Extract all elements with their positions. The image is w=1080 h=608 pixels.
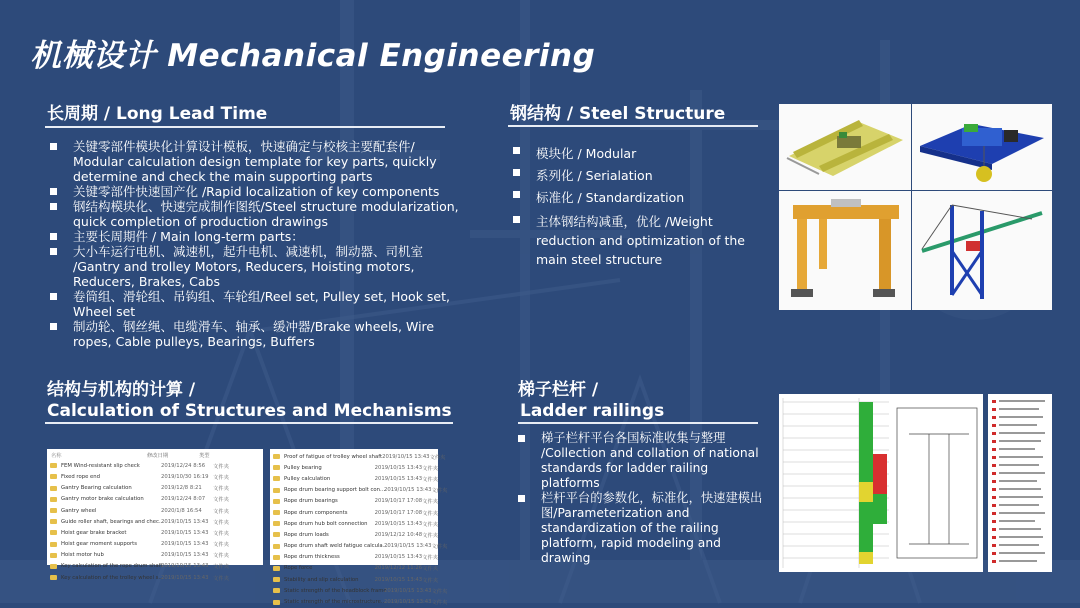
file-name: Key calculation of the trolley wheel s... xyxy=(61,574,164,581)
file-name: Guide roller shaft, bearings and chec... xyxy=(61,518,165,525)
file-row[interactable] xyxy=(270,563,438,574)
file-date: 2019/12/12 10:48 xyxy=(374,531,423,538)
file-type: 文件夹 xyxy=(422,499,438,506)
file-type: 文件夹 xyxy=(213,564,229,571)
folder-icon xyxy=(273,555,280,560)
file-type: 文件夹 xyxy=(213,553,229,560)
file-name: Gantry Bearing calculation xyxy=(61,485,132,492)
file-name: Fixed rope end xyxy=(61,473,100,480)
file-name: Hoist gear moment supports xyxy=(61,541,137,548)
long-lead-item: 主要长周期件 / Main long-term parts： xyxy=(47,229,467,244)
file-name: Rope drum components xyxy=(284,509,348,516)
overhead-crane-image xyxy=(912,104,1052,190)
calc-heading-line2: Calculation of Structures and Mechanisms xyxy=(47,401,452,421)
file-name: Pulley calculation xyxy=(284,475,331,482)
steel-list xyxy=(510,143,750,269)
file-row[interactable] xyxy=(47,505,263,516)
file-name: Static strength of the headblock frame xyxy=(284,587,387,594)
file-row[interactable] xyxy=(47,572,263,583)
calc-heading-line1: 结构与机构的计算 / xyxy=(47,380,196,400)
page-title: 机械设计 Mechanical Engineering xyxy=(30,38,596,74)
folder-icon xyxy=(273,532,280,537)
ladder-item: 栏杆平台的参数化，标准化，快速建模出图/Parameterization and standardization of the railing platform, rapid modeling and drawing xyxy=(515,491,765,566)
steel-item: 模块化 / Modular xyxy=(510,143,750,165)
file-row[interactable] xyxy=(47,550,263,561)
file-date: 2019/10/15 13:43 xyxy=(374,520,423,527)
file-date: 2019/12/24 8:56 xyxy=(161,462,206,469)
file-row[interactable] xyxy=(47,527,263,538)
file-name: Rope drum loads xyxy=(284,531,329,538)
file-row[interactable] xyxy=(270,585,448,596)
long-lead-item: 大小车运行电机、减速机，起升电机、减速机，制动器、司机室 /Gantry and trolley Motors, Reducers, Hoisting motors, Reducers, Brakes, Cabs xyxy=(47,244,467,289)
ladder-heading-line1: 梯子栏杆 / xyxy=(518,380,599,400)
file-type: 文件夹 xyxy=(422,577,438,584)
long-lead-list xyxy=(47,139,467,349)
folder-icon xyxy=(50,497,57,502)
folder-icon xyxy=(273,454,280,459)
file-type: 文件夹 xyxy=(422,555,438,562)
file-type: 文件夹 xyxy=(429,454,446,461)
folder-icon xyxy=(273,577,280,582)
file-row[interactable] xyxy=(270,485,448,496)
steel-item: 系列化 / Serialation xyxy=(510,165,750,187)
folder-icon xyxy=(273,544,280,549)
steel-heading: 钢结构 / Steel Structure xyxy=(510,104,726,124)
steel-divider xyxy=(508,125,758,127)
file-date: 2019/10/30 16:19 xyxy=(161,473,209,480)
folder-icon xyxy=(273,476,280,481)
file-date: 2019/10/15 13:43 xyxy=(382,453,430,460)
file-date: 2019/10/15 13:43 xyxy=(161,541,209,548)
folder-icon xyxy=(273,465,280,470)
file-type: 文件夹 xyxy=(422,521,438,528)
file-row[interactable] xyxy=(47,460,263,471)
file-name: Gantry motor brake calculation xyxy=(61,496,144,503)
steel-item: 标准化 / Standardization xyxy=(510,187,750,209)
ladder-item: 梯子栏杆平台各国标准收集与整理 /Collection and collation of national standards for ladder railing platforms xyxy=(515,431,765,491)
file-name: FEM Wind-resistant slip check xyxy=(61,462,140,469)
file-name: Rope force xyxy=(284,565,313,572)
ladder-divider xyxy=(518,422,758,424)
calc-file-list-right xyxy=(270,449,448,607)
file-date: 2019/12/24 8:07 xyxy=(161,496,206,503)
folder-icon xyxy=(50,474,57,479)
folder-icon xyxy=(50,553,57,558)
file-name: Static strength of the microstructure... xyxy=(284,599,386,606)
file-row[interactable] xyxy=(47,471,263,482)
file-row[interactable] xyxy=(47,483,263,494)
ladder-list xyxy=(515,431,765,566)
long-lead-divider xyxy=(45,126,445,128)
file-name: Rope drum thickness xyxy=(284,554,340,561)
folder-icon xyxy=(50,575,57,580)
file-row[interactable] xyxy=(47,494,263,505)
file-row[interactable] xyxy=(270,529,438,540)
file-date: 2019/10/17 17:08 xyxy=(374,509,423,516)
folder-icon xyxy=(50,519,57,524)
folder-icon xyxy=(50,463,57,468)
file-type: 文件夹 xyxy=(422,465,438,472)
ladder-heading-line2: Ladder railings xyxy=(520,401,665,421)
file-type: 文件夹 xyxy=(431,588,448,595)
file-date: 2019/10/15 13:43 xyxy=(161,518,209,525)
file-date: 2019/10/15 13:43 xyxy=(374,464,423,471)
column-header-name: 名称 xyxy=(51,452,62,459)
file-date: 2019/10/17 17:08 xyxy=(374,498,423,505)
file-name: Stability and slip calculation xyxy=(284,576,359,583)
file-name: Key calculation of the rope drum shaft xyxy=(61,563,163,570)
file-type: 文件夹 xyxy=(422,566,438,573)
file-name: Hoist motor hub xyxy=(61,552,104,559)
file-type: 文件夹 xyxy=(422,476,438,483)
long-lead-heading: 长周期 / Long Lead Time xyxy=(47,104,268,124)
file-type: 文件夹 xyxy=(213,486,229,493)
file-row[interactable] xyxy=(270,451,446,462)
file-name: Rope drum shaft weld fatigue calcula... xyxy=(284,543,388,550)
column-header-date: 修改日期 xyxy=(147,452,169,459)
file-row[interactable] xyxy=(47,539,263,550)
bridge-crane-image xyxy=(779,104,911,190)
file-row[interactable] xyxy=(47,561,263,572)
file-date: 2019/10/15 13:43 xyxy=(384,587,432,594)
railing-standards-sheet-image xyxy=(988,394,1052,572)
file-type: 文件夹 xyxy=(213,497,229,504)
file-name: Rope drum bearing support bolt con... xyxy=(284,487,386,494)
file-type: 文件夹 xyxy=(213,463,229,470)
ship-to-shore-crane-image xyxy=(912,191,1052,310)
steel-item: 主体钢结构减重，优化 /Weight reduction and optimization of the main steel structure xyxy=(510,212,750,269)
folder-icon xyxy=(273,499,280,504)
file-type: 文件夹 xyxy=(213,519,229,526)
file-date: 2019/10/15 13:43 xyxy=(374,475,423,482)
file-date: 2019/10/15 13:43 xyxy=(384,543,432,550)
long-lead-item: 关键零部件快速国产化 /Rapid localization of key components xyxy=(47,184,467,199)
calc-divider xyxy=(45,422,453,424)
file-date: 2019/10/15 13:43 xyxy=(374,576,423,583)
file-type: 文件夹 xyxy=(213,474,229,481)
file-type: 文件夹 xyxy=(213,575,229,582)
file-row[interactable] xyxy=(270,496,438,507)
file-type: 文件夹 xyxy=(422,510,438,517)
file-date: 2019/10/15 13:43 xyxy=(161,574,209,581)
file-name: Rope drum bearings xyxy=(284,498,338,505)
railing-parameter-sheet-image xyxy=(779,394,983,572)
file-row[interactable] xyxy=(270,541,448,552)
file-date: 2019/12/8 8:21 xyxy=(161,485,202,492)
long-lead-item: 制动轮、钢丝绳、电缆滑车、轴承、缓冲器/Brake wheels, Wire ropes, Cable pulleys, Bearings, Buffers xyxy=(47,319,467,349)
folder-icon xyxy=(273,521,280,526)
file-row[interactable] xyxy=(270,507,438,518)
file-type: 文件夹 xyxy=(422,532,438,539)
file-date: 2020/1/8 16:54 xyxy=(161,507,202,514)
file-name: Pulley bearing xyxy=(284,464,322,471)
file-name: Proof of fatigue of trolley wheel shaft xyxy=(284,453,383,460)
file-row[interactable] xyxy=(270,518,438,529)
folder-icon xyxy=(273,588,280,593)
file-row[interactable] xyxy=(270,462,438,473)
file-row[interactable] xyxy=(47,516,263,527)
long-lead-item: 卷筒组、滑轮组、吊钩组、车轮组/Reel set, Pulley set, Hook set, Wheel set xyxy=(47,289,467,319)
file-date: 2019/10/15 13:43 xyxy=(161,552,209,559)
file-date: 2019/10/15 13:43 xyxy=(384,599,432,606)
folder-icon xyxy=(50,564,57,569)
file-date: 2019/10/15 13:43 xyxy=(384,487,432,494)
folder-icon xyxy=(50,530,57,535)
file-row[interactable] xyxy=(270,552,438,563)
file-type: 文件夹 xyxy=(431,488,448,495)
file-type: 文件夹 xyxy=(213,508,229,515)
file-date: 2019/10/15 13:43 xyxy=(374,554,423,561)
calc-file-list-left xyxy=(47,449,263,582)
file-date: 2019/10/15 13:43 xyxy=(161,529,209,536)
file-type: 文件夹 xyxy=(213,542,229,549)
long-lead-item: 钢结构模块化、快速完成制作图纸/Steel structure modularization, quick completion of production drawings xyxy=(47,199,467,229)
file-date: 2019/10/15 13:43 xyxy=(161,563,209,570)
folder-icon xyxy=(50,542,57,547)
file-row[interactable] xyxy=(270,473,438,484)
file-name: Gantry wheel xyxy=(61,507,97,514)
file-row[interactable] xyxy=(270,596,448,607)
folder-icon xyxy=(273,488,280,493)
folder-icon xyxy=(273,566,280,571)
file-row[interactable] xyxy=(270,574,438,585)
folder-icon xyxy=(273,510,280,515)
file-type: 文件夹 xyxy=(213,530,229,537)
folder-icon xyxy=(273,600,280,605)
long-lead-item: 关键零部件模块化计算设计模板，快速确定与校核主要配套件/ Modular calculation design template for key parts, quickly determine and check the main supporting parts xyxy=(47,139,467,184)
file-name: Rope drum hub bolt connection xyxy=(284,520,368,527)
file-type: 文件夹 xyxy=(431,600,448,607)
gantry-crane-image xyxy=(779,191,911,310)
file-type: 文件夹 xyxy=(431,544,448,551)
file-name: Hoist gear brake bracket xyxy=(61,529,127,536)
file-date: 2019/12/12 11:26 xyxy=(374,565,423,572)
folder-icon xyxy=(50,508,57,513)
column-header-type: 类型 xyxy=(199,452,210,459)
folder-icon xyxy=(50,486,57,491)
